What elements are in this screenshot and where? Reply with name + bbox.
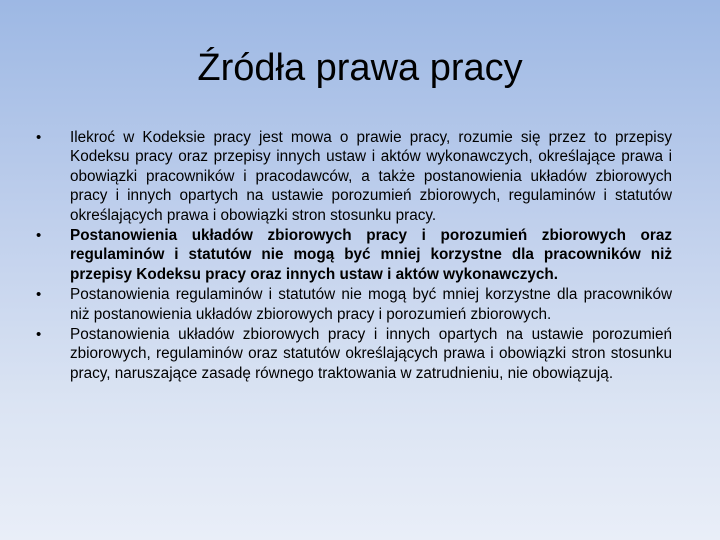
bullet-list [36, 128, 672, 383]
bullet-icon: • [36, 286, 42, 304]
bullet-icon: • [36, 227, 42, 245]
slide-content [36, 128, 672, 384]
bullet-item-1 [36, 128, 672, 225]
bullet-item-3 [36, 285, 672, 324]
bullet-text-1: Ilekroć w Kodeksie pracy jest mowa o prawie pracy, rozumie się przez to przepisy Kodeksu pracy oraz przepisy innych ustaw i aktów wykonawczych, określające prawa i obowiązki pracowników i pracodawców, a także postanowienia układów zbiorowych pracy i innych opartych na ustawie porozumień zbiorowych, regulaminów i statutów określających prawa i obowiązki stron stosunku pracy. [70, 129, 672, 224]
bullet-icon: • [36, 326, 42, 344]
bullet-item-2 [36, 226, 672, 284]
slide-title: Źródła prawa pracy [197, 47, 523, 89]
bullet-item-4 [36, 325, 672, 383]
bullet-text-4: Postanowienia układów zbiorowych pracy i innych opartych na ustawie porozumień zbiorowych, regulaminów oraz statutów określających prawa i obowiązki stron stosunku pracy, naruszające zasadę równego traktowania w zatrudnieniu, nie obowiązują. [70, 326, 672, 382]
bullet-text-3: Postanowienia regulaminów i statutów nie mogą być mniej korzystne dla pracowników niż postanowienia układów zbiorowych pracy i porozumień zbiorowych. [70, 286, 672, 323]
bullet-icon: • [36, 129, 42, 146]
bullet-text-2: Postanowienia układów zbiorowych pracy i porozumień zbiorowych oraz regulaminów i statutów nie mogą być mniej korzystne dla pracowników niż przepisy Kodeksu pracy oraz innych ustaw i aktów wykonawczych. [70, 227, 672, 283]
